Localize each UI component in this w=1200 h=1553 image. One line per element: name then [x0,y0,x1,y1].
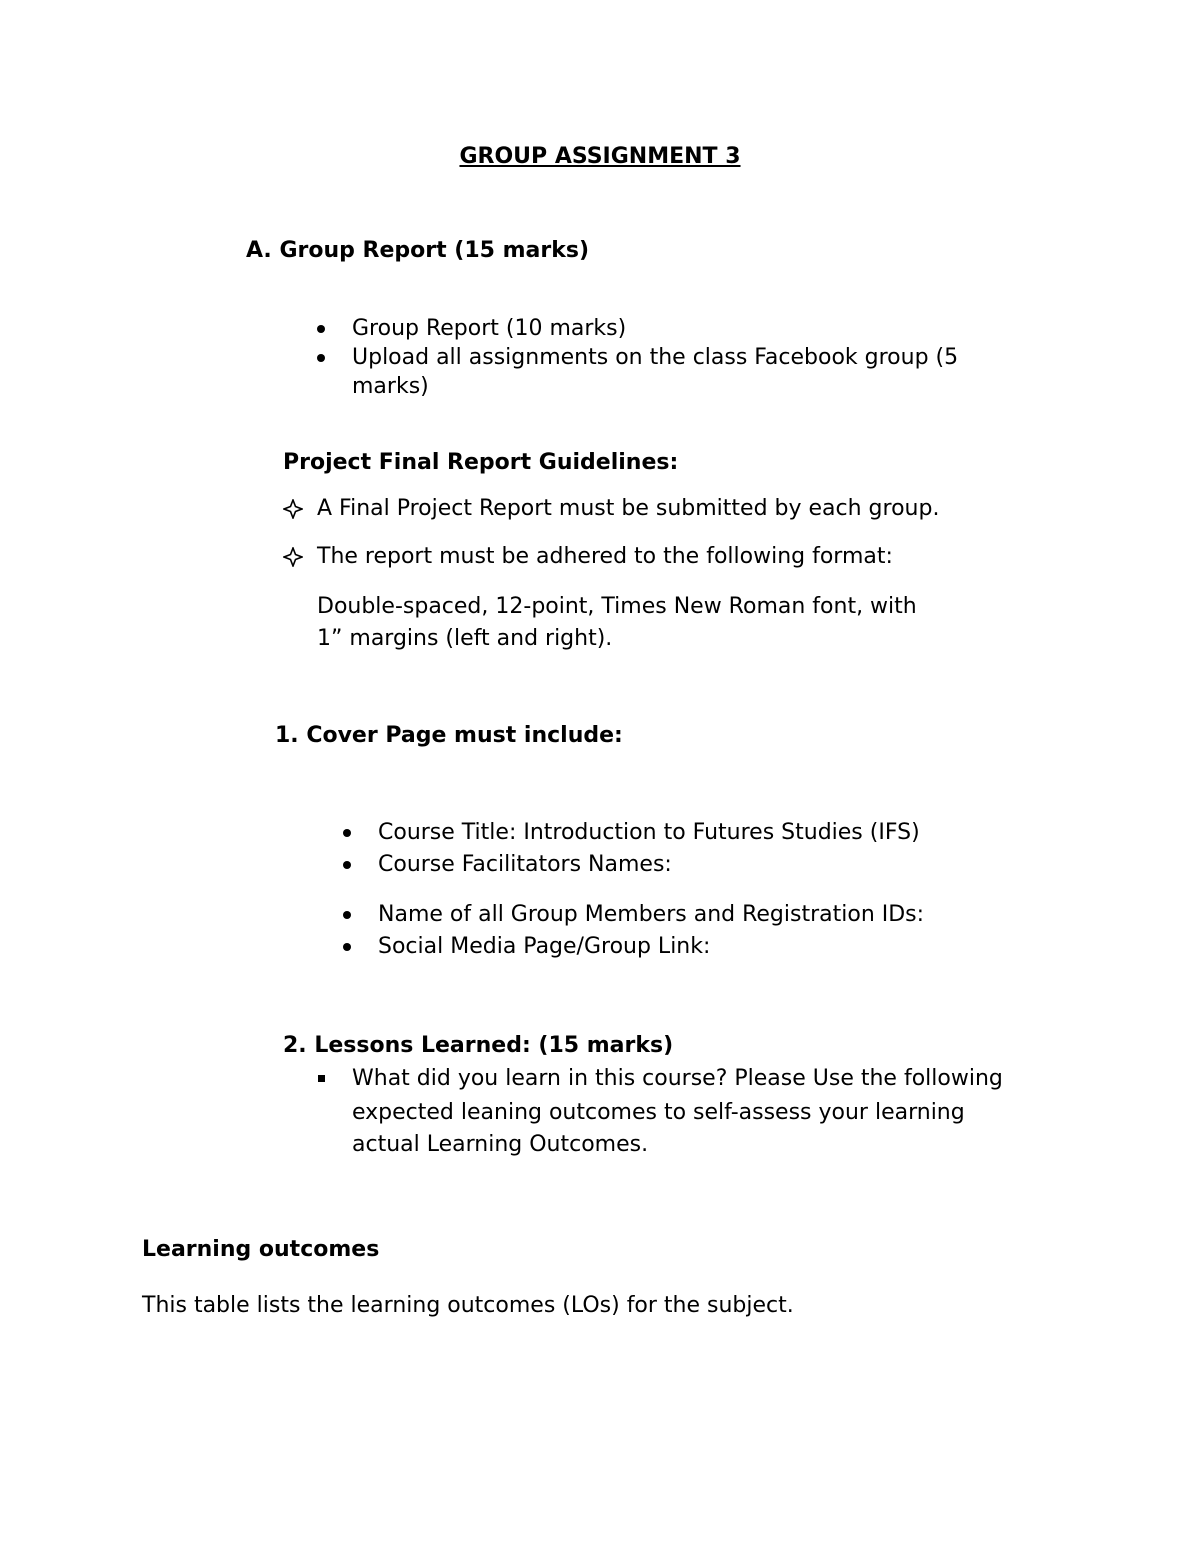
bullet-dot-icon [317,325,325,333]
section-a-bullet-1: Group Report (10 marks) [352,316,627,341]
square-bullet-icon [318,1075,325,1082]
format-line-2: 1” margins (left and right). [317,626,613,651]
learning-outcomes-text: This table lists the learning outcomes (LOs) for the subject. [142,1293,794,1318]
guidelines-heading: Project Final Report Guidelines: [283,450,679,475]
bullet-dot-icon [343,829,351,837]
diamond-bullet-icon [283,499,303,519]
bullet-dot-icon [343,861,351,869]
cover-page-bullet-1: Course Title: Introduction to Futures Studies (IFS) [378,820,920,845]
cover-page-bullet-3: Name of all Group Members and Registration IDs: [378,902,925,927]
format-line-1: Double-spaced, 12-point, Times New Roman font, with [317,594,917,619]
cover-page-bullet-2: Course Facilitators Names: [378,852,672,877]
cover-page-heading: 1. Cover Page must include: [275,723,623,748]
guideline-item-1: A Final Project Report must be submitted by each group. [317,496,940,521]
section-a-bullet-2: Upload all assignments on the class Facebook group (5 [352,345,959,370]
cover-page-bullet-4: Social Media Page/Group Link: [378,934,711,959]
section-a-bullet-2-cont: marks) [352,374,429,399]
guideline-item-2: The report must be adhered to the following format: [317,544,893,569]
bullet-dot-icon [343,943,351,951]
lessons-heading: 2. Lessons Learned: (15 marks) [283,1033,674,1058]
diamond-bullet-icon [283,547,303,567]
lessons-line-1: What did you learn in this course? Please Use the following [352,1066,1003,1091]
lessons-line-3: actual Learning Outcomes. [352,1132,649,1157]
document-title: GROUP ASSIGNMENT 3 [459,144,741,169]
section-a-heading: A. Group Report (15 marks) [246,238,590,263]
bullet-dot-icon [343,911,351,919]
lessons-line-2: expected leaning outcomes to self-assess your learning [352,1100,965,1125]
bullet-dot-icon [317,354,325,362]
learning-outcomes-heading: Learning outcomes [142,1237,380,1262]
